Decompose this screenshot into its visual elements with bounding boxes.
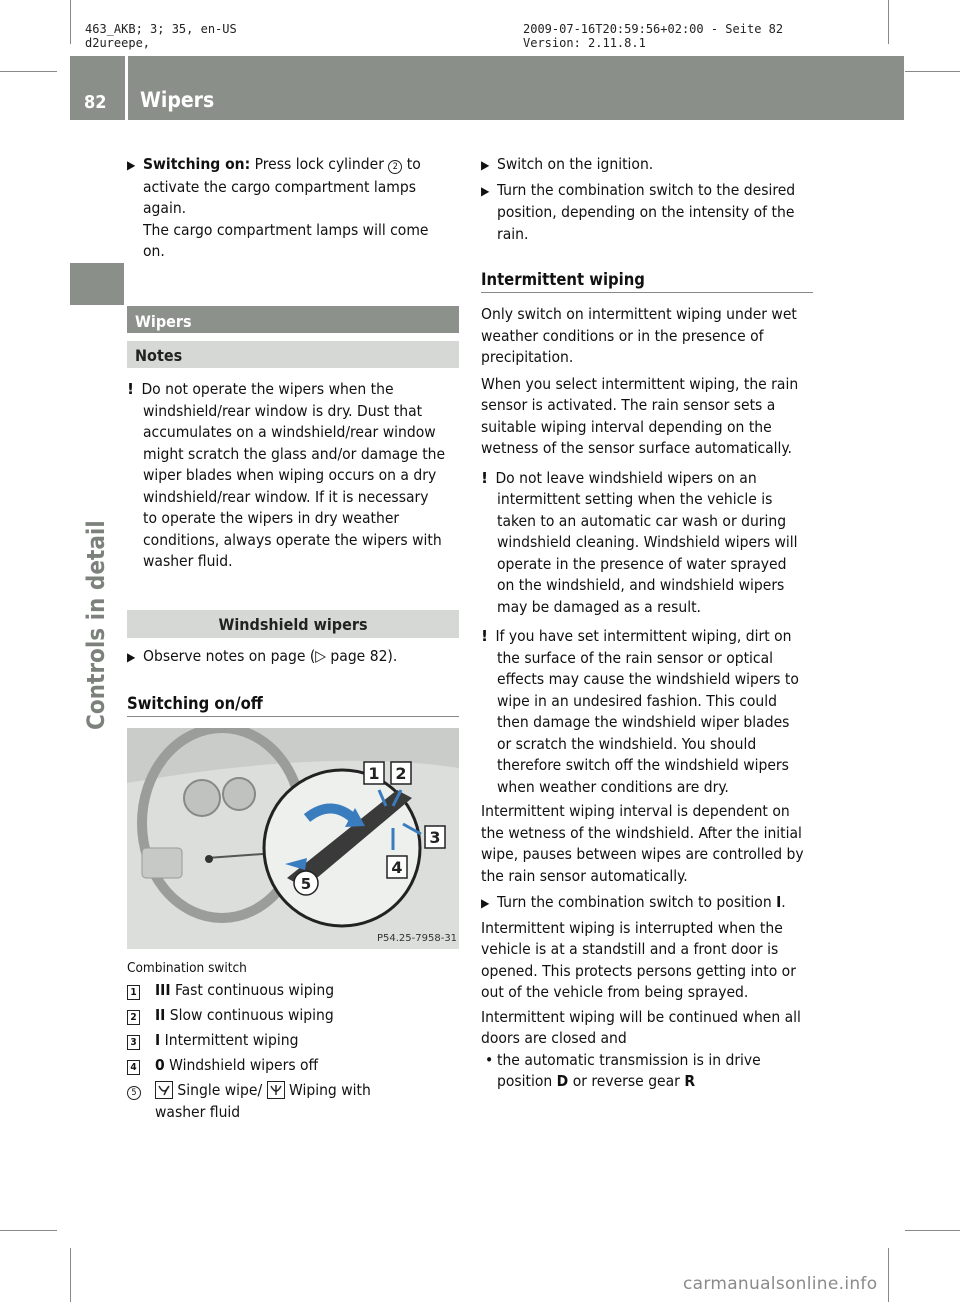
subheading-switching: Switching on/off [127,694,459,717]
note-text: windshield cleaning. Windshield wipers will [497,533,798,551]
section-heading-windshield-wipers: Windshield wipers [127,610,459,638]
paragraph-text: When you select intermittent wiping, the rain [481,374,799,393]
step-text: The cargo compartment lamps will come [143,220,429,239]
arrow-icon: ▶ [127,650,136,664]
bullet-text: position [497,1072,557,1090]
legend-item [127,1030,459,1055]
warning-icon: ! [481,468,489,487]
step-text: again. [143,199,187,217]
legend-number: 3 [127,1035,140,1050]
step-text: on. [143,242,165,260]
legend-position: III [155,981,171,999]
paragraph-text: wipe, pauses between wipes are controlled by [481,845,804,863]
legend-text: Single wipe/ [173,1081,267,1099]
paragraph-text: vehicle is at a standstill and a front door is [481,940,779,958]
callout-2: 2 [388,160,402,174]
note-text: windshield/rear window is dry. Dust that [143,401,423,420]
meta-right [523,22,783,50]
note-text: intermittent setting when the vehicle is [497,490,773,508]
svg-text:5: 5 [300,875,312,893]
note-text: to operate the wipers in dry weather [143,509,400,527]
page-title: Wipers [140,88,215,112]
gear-position: D [556,1072,569,1090]
paragraph-text: out of the vehicle from being sprayed. [481,983,749,1001]
warning-icon: ! [481,627,489,645]
step-text: activate the cargo compartment lamps [143,177,417,196]
legend-number: 4 [127,1060,140,1075]
figure-combination-switch [127,728,459,949]
section-heading-wipers: Wipers [127,306,459,333]
observe-text: Observe notes on page (▷ page 82). [143,647,398,665]
crop-mark [905,1230,960,1231]
note-text: wiper blades when wiping occurs on a dry [143,466,437,484]
page-number: 82 [84,92,107,113]
paragraph-text: precipitation. [481,348,574,366]
note-text: the surface of the rain sensor or optical [497,648,774,667]
step-label: Switching on: [143,155,251,173]
subheading-intermittent: Intermittent wiping [481,270,813,293]
legend-text: Windshield wipers off [164,1056,319,1074]
single-wipe-icon [155,1081,173,1099]
step-text: Switch on the ignition. [497,155,654,173]
legend-list [127,980,459,1123]
paragraph-text: wetness of the sensor surface automatically. [481,439,792,457]
svg-text:3: 3 [429,828,441,847]
legend-item [127,1005,459,1030]
note-text: conditions, always operate the wipers with [143,530,442,549]
meta-author: d2ureepe, [85,36,151,50]
side-label [76,300,118,740]
step-text: position, depending on the intensity of the [497,203,795,221]
dashboard-illustration [127,728,459,949]
figure-code: P54.25-7958-31 [377,933,458,944]
note-dry-windshield [127,379,459,573]
legend-number: 1 [127,985,140,1000]
meta-timestamp: 2009-07-16T20:59:56+02:00 - Seite 82 [523,22,784,36]
step-position: I [776,893,782,911]
svg-text:2: 2 [395,764,407,783]
crop-mark [0,71,57,72]
bullet-text: the automatic transmission is in drive [497,1050,761,1069]
section-heading-notes: Notes [127,341,459,368]
note-text: may be damaged as a result. [497,597,701,616]
paragraph-text: the rain sensor automatically. [481,866,688,885]
note-text: accumulates on a windshield/rear window [143,423,436,441]
note-text: when weather conditions are dry. [497,777,729,796]
intermittent-body [481,304,813,1093]
legend-position: II [155,1006,166,1024]
note-text: wipe in an undesired fashion. This could [497,691,777,710]
legend-text: Intermittent wiping [160,1031,299,1049]
note-text: washer fluid. [143,552,233,570]
note-text: on the windshield, and windshield wipers [497,576,785,594]
warning-icon: ! [127,380,135,398]
meta-left [85,22,237,50]
legend-number: 2 [127,1010,140,1025]
note-text: If you have set intermittent wiping, dirt on [495,627,792,645]
paragraph-text: doors are closed and [481,1029,627,1047]
paragraph-text: suitable wiping interval depending on the [481,417,772,436]
note-text: or scratch the windshield. You should [497,734,757,753]
svg-text:1: 1 [368,764,380,783]
note-text: Do not operate the wipers when the [141,380,394,398]
step-text: rain. [497,224,529,243]
legend-item [127,1055,459,1080]
arrow-icon: ▶ [481,158,490,172]
switching-on-step [127,154,459,263]
note-text: might scratch the glass and/or damage the [143,444,446,463]
note-text: effects may cause the windshield wipers to [497,670,799,688]
legend-number: 5 [127,1086,141,1100]
footer-watermark[interactable]: carmanualsonline.info [683,1274,878,1294]
paragraph-text: Only switch on intermittent wiping under wet [481,305,797,323]
step-text: to [402,155,421,173]
note-text: Do not leave windshield wipers on an [495,468,757,487]
washer-fluid-icon [267,1081,285,1099]
arrow-icon: ▶ [481,896,490,910]
arrow-icon: ▶ [481,183,490,198]
crop-mark [888,1248,889,1302]
paragraph-text: the wetness of the windshield. After the initial [481,823,802,842]
ignition-steps [481,154,813,245]
note-text: taken to an automatic car wash or during [497,511,787,530]
legend-text: Slow continuous wiping [165,1006,334,1024]
paragraph-text: Intermittent wiping interval is dependent on [481,802,790,820]
side-tab [70,263,124,305]
figure-caption: Combination switch [127,960,247,976]
crop-mark [70,1248,71,1302]
note-text: therefore switch off the windshield wipers [497,756,789,774]
note-text: windshield/rear window. If it is necessary [143,487,429,506]
paragraph-text: opened. This protects persons getting into or [481,961,796,980]
crop-mark [905,71,960,72]
step-text: Turn the combination switch to position [497,893,777,911]
legend-text: washer fluid [155,1103,241,1121]
step-text: Press lock cylinder [250,155,389,173]
meta-doc-id: 463_AKB; 3; 35, en-US [85,22,237,36]
crop-mark [0,1230,57,1231]
crop-mark [888,0,889,44]
legend-position: 0 [155,1056,165,1074]
paragraph-text: weather conditions or in the presence of [481,326,764,345]
step-text: Turn the combination switch to the desired [497,180,796,199]
paragraph-text: Intermittent wiping is interrupted when the [481,918,783,937]
legend-text: Wiping with [284,1081,371,1099]
legend-item [127,980,459,1005]
arrow-icon: ▶ [127,158,136,172]
svg-text:4: 4 [391,858,403,877]
legend-item [127,1080,459,1123]
note-text: then damage the windshield wiper blades [497,713,790,731]
bullet-icon: • [485,1050,494,1069]
gear-position: R [684,1072,696,1090]
header-divider [125,56,128,120]
observe-step [127,646,459,669]
side-label-text: Controls in detail [82,520,110,730]
meta-version: Version: 2.11.8.1 [523,36,646,50]
note-text: operate in the presence of water sprayed [497,554,787,573]
step-text: . [781,893,786,911]
crop-mark [70,0,71,44]
paragraph-text: Intermittent wiping will be continued when all [481,1007,801,1026]
legend-text: Fast continuous wiping [170,981,335,999]
legend-position: I [155,1031,161,1049]
paragraph-text: sensor is activated. The rain sensor sets a [481,396,776,414]
bullet-text: or reverse gear [568,1072,685,1090]
